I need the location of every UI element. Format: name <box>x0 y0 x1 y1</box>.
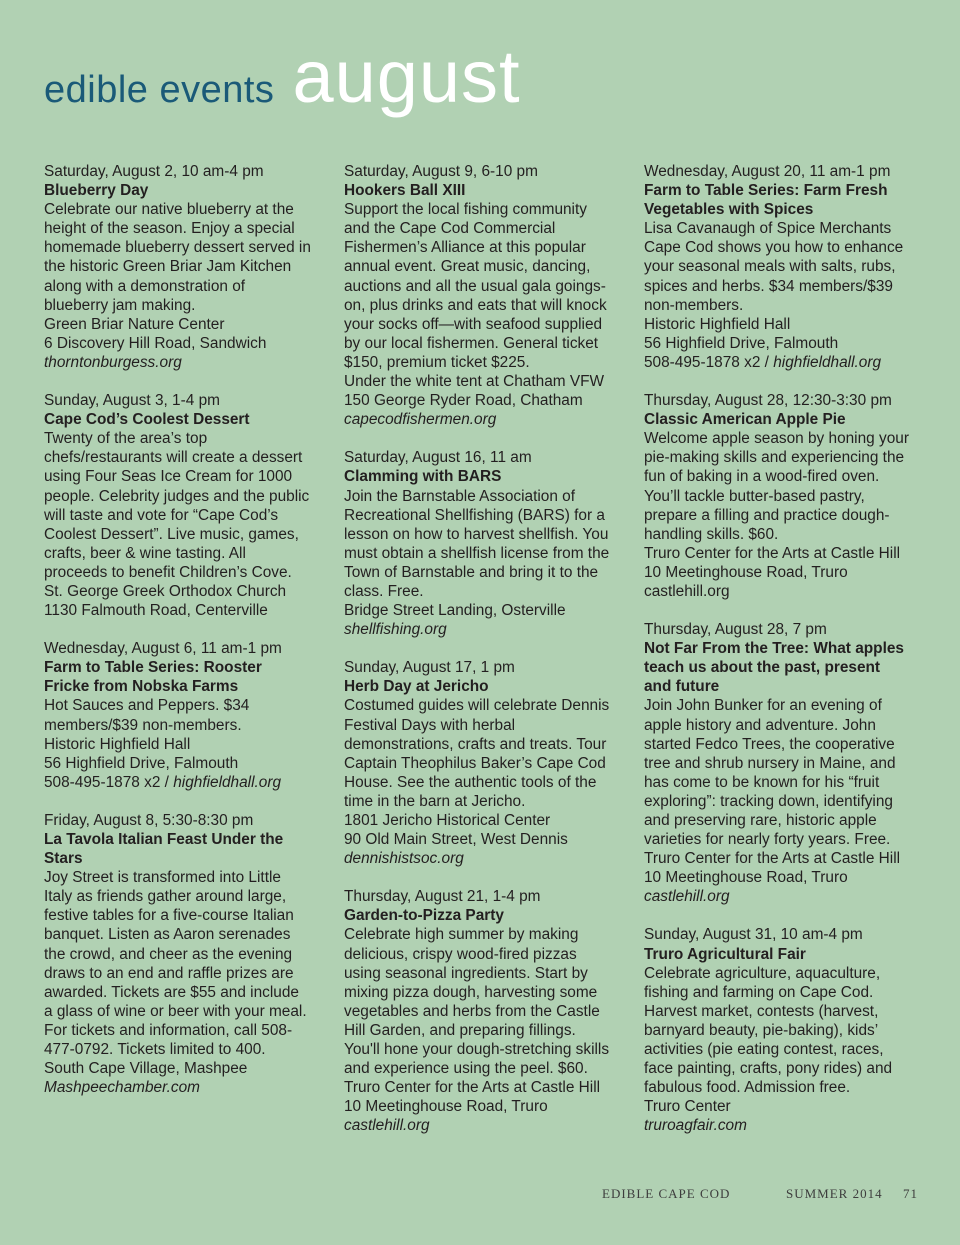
event-listing <box>644 162 924 372</box>
event-detail-line: 10 Meetinghouse Road, Truro <box>344 1098 548 1116</box>
event-detail-line: 1130 Falmouth Road, Centerville <box>44 602 268 620</box>
event-detail-line: Costumed guides will celebrate Dennis <box>344 697 610 715</box>
event-detail-line: Truro Center for the Arts at Castle Hill <box>644 850 901 868</box>
event-detail-line: and experience using the peel. $60. <box>344 1060 588 1078</box>
event-detail-line: using seasonal ingredients. Start by <box>344 964 588 982</box>
event-date: Thursday, August 28, 7 pm <box>644 621 827 639</box>
event-detail-line: Join the Barnstable Association of <box>344 487 576 505</box>
event-detail-line: You’ll tackle butter-based pastry, <box>644 487 865 505</box>
event-detail-line: 1801 Jericho Historical Center <box>344 812 551 829</box>
event-detail-line: castlehill.org <box>644 582 730 600</box>
event-detail-line: banquet. Listen as Aaron serenades <box>44 926 291 944</box>
event-detail-line: will taste and vote for “Cape Cod’s <box>44 506 279 524</box>
header-month: august <box>292 35 521 118</box>
event-detail-line: spices and herbs. $34 members/$39 <box>644 277 893 295</box>
event-detail-line: vegetables and herbs from the Castle <box>344 1002 600 1020</box>
event-detail-line: auctions and all the usual gala goings- <box>344 277 606 295</box>
event-website-link[interactable]: castlehill.org <box>344 1117 430 1135</box>
event-detail-line: Cape Cod shows you how to enhance <box>644 239 904 257</box>
event-detail-line: apple history and adventure. John <box>644 716 876 734</box>
event-columns <box>44 162 924 1155</box>
event-detail-line: class. Free. <box>344 582 424 600</box>
event-detail-line: your socks off—with seafood supplied <box>344 315 603 333</box>
event-date: Thursday, August 28, 12:30-3:30 pm <box>644 392 892 410</box>
event-detail-line: Join John Bunker for an evening of <box>644 697 882 715</box>
event-detail-line: You'll hone your dough-stretching skills <box>344 1041 610 1059</box>
event-date: Saturday, August 16, 11 am <box>344 449 532 467</box>
page-header <box>44 35 521 118</box>
event-detail-line: For tickets and information, call 508- <box>44 1021 293 1039</box>
event-date: Wednesday, August 20, 11 am-1 pm <box>644 163 891 180</box>
event-detail-line: time in the barn at Jericho. <box>344 792 526 810</box>
event-date: Wednesday, August 6, 11 am-1 pm <box>44 640 282 658</box>
event-title: and future <box>644 678 720 696</box>
event-detail-line: Celebrate high summer by making <box>344 926 579 944</box>
event-detail-line: awarded. Tickets are $55 and include <box>44 983 299 1001</box>
event-listing <box>44 162 324 372</box>
event-detail-line: must obtain a shellfish license from the <box>344 544 610 562</box>
event-website-link[interactable]: capecodfishermen.org <box>344 411 497 429</box>
event-detail-line: people. Celebrity judges and the public <box>44 487 310 505</box>
event-detail-line: the historic Green Briar Jam Kitchen <box>44 258 292 276</box>
column-1 <box>44 162 324 1155</box>
event-detail-line: Joy Street is transformed into Little <box>44 869 281 887</box>
event-detail-line: varieties for nearly forty years. Free. <box>644 831 891 849</box>
event-detail-line: Coolest Dessert”. Live music, games, <box>44 525 299 543</box>
event-title: Stars <box>44 850 83 868</box>
event-detail-line: Support the local fishing community <box>344 201 587 219</box>
event-detail-line: handling skills. $60. <box>644 525 779 543</box>
event-detail-line: fun of baking in a wood-fired oven. <box>644 468 880 486</box>
event-website-link[interactable]: truroagfair.com <box>644 1117 747 1135</box>
event-detail-line: Hill Garden, and preparing fillings. <box>344 1021 576 1039</box>
event-title: Garden-to-Pizza Party <box>344 907 504 925</box>
event-detail-line: homemade blueberry dessert served in <box>44 239 311 257</box>
event-listing <box>44 811 324 1097</box>
event-title: Hookers Ball XIII <box>344 182 466 200</box>
event-detail-line: 150 George Ryder Road, Chatham <box>344 392 583 410</box>
event-detail-line: along with a demonstration of <box>44 277 246 295</box>
event-detail-line: draws to an end and raffle prizes are <box>44 964 294 982</box>
event-detail-line: Green Briar Nature Center <box>44 315 225 333</box>
column-3 <box>644 162 924 1155</box>
event-detail-line: Under the white tent at Chatham VFW <box>344 373 605 391</box>
event-detail-line: fabulous food. Admission free. <box>644 1079 851 1097</box>
event-contact-line <box>44 773 324 792</box>
event-detail-line: 90 Old Main Street, West Dennis <box>344 831 568 849</box>
event-listing <box>344 162 624 429</box>
event-detail-line: 6 Discovery Hill Road, Sandwich <box>44 334 267 352</box>
event-detail-line: Fishermen’s Alliance at this popular <box>344 239 586 257</box>
event-detail-line: annual event. Great music, dancing, <box>344 258 591 276</box>
event-title: Fricke from Nobska Farms <box>44 678 239 696</box>
event-listing <box>344 448 624 639</box>
event-date: Thursday, August 21, 1-4 pm <box>344 888 541 906</box>
event-website-link[interactable]: dennishistsoc.org <box>344 850 464 868</box>
footer-publication: EDIBLE CAPE COD <box>602 1186 731 1201</box>
event-listing <box>644 620 924 906</box>
event-detail-line: 10 Meetinghouse Road, Truro <box>644 869 848 887</box>
event-title: Vegetables with Spices <box>644 201 814 219</box>
event-website-link[interactable]: Mashpeechamber.com <box>44 1079 200 1097</box>
event-detail-line: Bridge Street Landing, Osterville <box>344 602 566 620</box>
event-detail-line: Welcome apple season by honing your <box>644 430 909 448</box>
event-detail-line: crafts, beer & wine tasting. All <box>44 544 246 562</box>
event-detail-line: proceeds to benefit Children’s Cove. <box>44 563 292 581</box>
event-detail-line: Truro Center for the Arts at Castle Hill <box>644 544 901 562</box>
event-detail-line: a glass of wine or beer with your meal. <box>44 1002 307 1020</box>
event-website-link[interactable]: highfieldhall.org <box>173 773 282 791</box>
event-detail-line: Recreational Shellfishing (BARS) for a <box>344 506 605 524</box>
event-date: Sunday, August 31, 10 am-4 pm <box>644 926 863 944</box>
event-listing <box>344 658 624 868</box>
event-date: Sunday, August 3, 1-4 pm <box>44 392 220 410</box>
event-detail-line: activities (pie eating contest, races, <box>644 1041 884 1059</box>
event-detail-line: fishing and farming on Cape Cod. <box>644 983 874 1001</box>
event-detail-line: Truro Center <box>644 1098 731 1116</box>
event-phone: 508-495-1878 x2 / <box>44 773 174 791</box>
event-title: Clamming with BARS <box>344 468 502 486</box>
event-date: Saturday, August 9, 6-10 pm <box>344 163 538 180</box>
event-title: teach us about the past, present <box>644 659 881 677</box>
event-detail-line: mixing pizza dough, harvesting some <box>344 983 598 1001</box>
event-detail-line: blueberry jam making. <box>44 296 196 314</box>
event-detail-line: Historic Highfield Hall <box>44 735 191 753</box>
event-listing <box>44 391 324 620</box>
header-kicker: edible events <box>44 69 275 111</box>
event-detail-line: lesson on how to harvest shellfish. You <box>344 525 609 543</box>
event-detail-line: $150, premium ticket $225. <box>344 353 530 371</box>
event-detail-line: Truro Center for the Arts at Castle Hill <box>344 1079 601 1097</box>
footer-page-number: 71 <box>903 1186 918 1201</box>
event-detail-line: House. See the authentic tools of the <box>344 773 597 791</box>
event-detail-line: Italy as friends gather around large, <box>44 888 287 906</box>
event-detail-line: face painting, crafts, pony rides) and <box>644 1060 893 1078</box>
event-title: La Tavola Italian Feast Under the <box>44 831 284 848</box>
event-listing <box>344 887 624 1135</box>
event-contact-line <box>644 353 924 372</box>
event-title: Classic American Apple Pie <box>644 411 846 429</box>
event-detail-line: non-members. <box>644 296 744 314</box>
event-detail-line: St. George Greek Orthodox Church <box>44 582 287 600</box>
event-detail-line: Festival Days with herbal <box>344 716 516 734</box>
footer-issue: SUMMER 2014 <box>786 1186 883 1201</box>
event-detail-line: the crowd, and cheer as the evening <box>44 945 293 963</box>
event-detail-line: Harvest market, contests (harvest, <box>644 1002 879 1020</box>
event-website-link[interactable]: thorntonburgess.org <box>44 353 182 371</box>
event-detail-line: barnyard beauty, pie-baking), kids’ <box>644 1021 879 1039</box>
event-detail-line: on, plus drinks and eats that will knock <box>344 296 607 314</box>
event-website-link[interactable]: shellfishing.org <box>344 621 447 639</box>
event-title: Herb Day at Jericho <box>344 678 489 696</box>
event-date: Sunday, August 17, 1 pm <box>344 659 515 677</box>
event-detail-line: by our local fishermen. General ticket <box>344 334 599 352</box>
event-detail-line: delicious, crispy wood-fired pizzas <box>344 945 577 963</box>
event-detail-line: chefs/restaurants will create a dessert <box>44 449 303 467</box>
event-detail-line: 56 Highfield Drive, Falmouth <box>44 754 239 772</box>
event-title: Not Far From the Tree: What apples <box>644 640 904 658</box>
event-title: Blueberry Day <box>44 182 149 200</box>
event-title: Truro Agricultural Fair <box>644 945 806 963</box>
event-detail-line: Celebrate our native blueberry at the <box>44 201 294 219</box>
event-detail-line: South Cape Village, Mashpee <box>44 1060 248 1078</box>
event-detail-line: your seasonal meals with salts, rubs, <box>644 258 896 276</box>
event-detail-line: Hot Sauces and Peppers. $34 <box>44 697 250 715</box>
event-website-link[interactable]: castlehill.org <box>644 888 730 906</box>
event-detail-line: members/$39 non-members. <box>44 716 242 734</box>
event-detail-line: exploring”: tracking down, identifying <box>644 792 893 810</box>
event-listing <box>644 925 924 1135</box>
event-title: Cape Cod’s Coolest Dessert <box>44 411 250 429</box>
event-detail-line: demonstrations, crafts and treats. Tour <box>344 735 607 753</box>
column-2 <box>344 162 624 1155</box>
event-phone: 508-495-1878 x2 / <box>644 353 774 371</box>
event-detail-line: Town of Barnstable and bring it to the <box>344 563 599 581</box>
event-detail-line: festive tables for a five-course Italian <box>44 907 294 925</box>
event-listing <box>644 391 924 601</box>
event-detail-line: Captain Theophilus Baker’s Cape Cod <box>344 754 606 772</box>
event-title: Farm to Table Series: Rooster <box>44 659 262 677</box>
event-detail-line: has come to be known for his “fruit <box>644 773 880 791</box>
event-title: Farm to Table Series: Farm Fresh <box>644 182 888 200</box>
event-detail-line: Lisa Cavanaugh of Spice Merchants <box>644 220 892 238</box>
event-detail-line: tree and shrub nursery in Maine, and <box>644 754 896 772</box>
event-detail-line: Celebrate agriculture, aquaculture, <box>644 964 881 982</box>
event-detail-line: 10 Meetinghouse Road, Truro <box>644 563 848 581</box>
event-detail-line: 477-0792. Tickets limited to 400. <box>44 1041 266 1059</box>
event-detail-line: Twenty of the area’s top <box>44 430 208 448</box>
event-detail-line: using Four Seas Ice Cream for 1000 <box>44 468 293 486</box>
event-website-link[interactable]: highfieldhall.org <box>773 353 882 371</box>
event-listing <box>44 639 324 792</box>
event-detail-line: Historic Highfield Hall <box>644 315 791 333</box>
event-detail-line: 56 Highfield Drive, Falmouth <box>644 334 839 352</box>
event-date: Saturday, August 2, 10 am-4 pm <box>44 163 264 180</box>
event-date: Friday, August 8, 5:30-8:30 pm <box>44 811 254 829</box>
event-detail-line: prepare a filling and practice dough- <box>644 506 890 524</box>
event-detail-line: and preserving rare, historic apple <box>644 812 877 829</box>
event-detail-line: and the Cape Cod Commercial <box>344 220 556 238</box>
event-detail-line: pie-making skills and experiencing the <box>644 449 905 467</box>
event-detail-line: started Fedco Trees, the cooperative <box>644 735 895 753</box>
event-detail-line: height of the season. Enjoy a special <box>44 220 295 238</box>
